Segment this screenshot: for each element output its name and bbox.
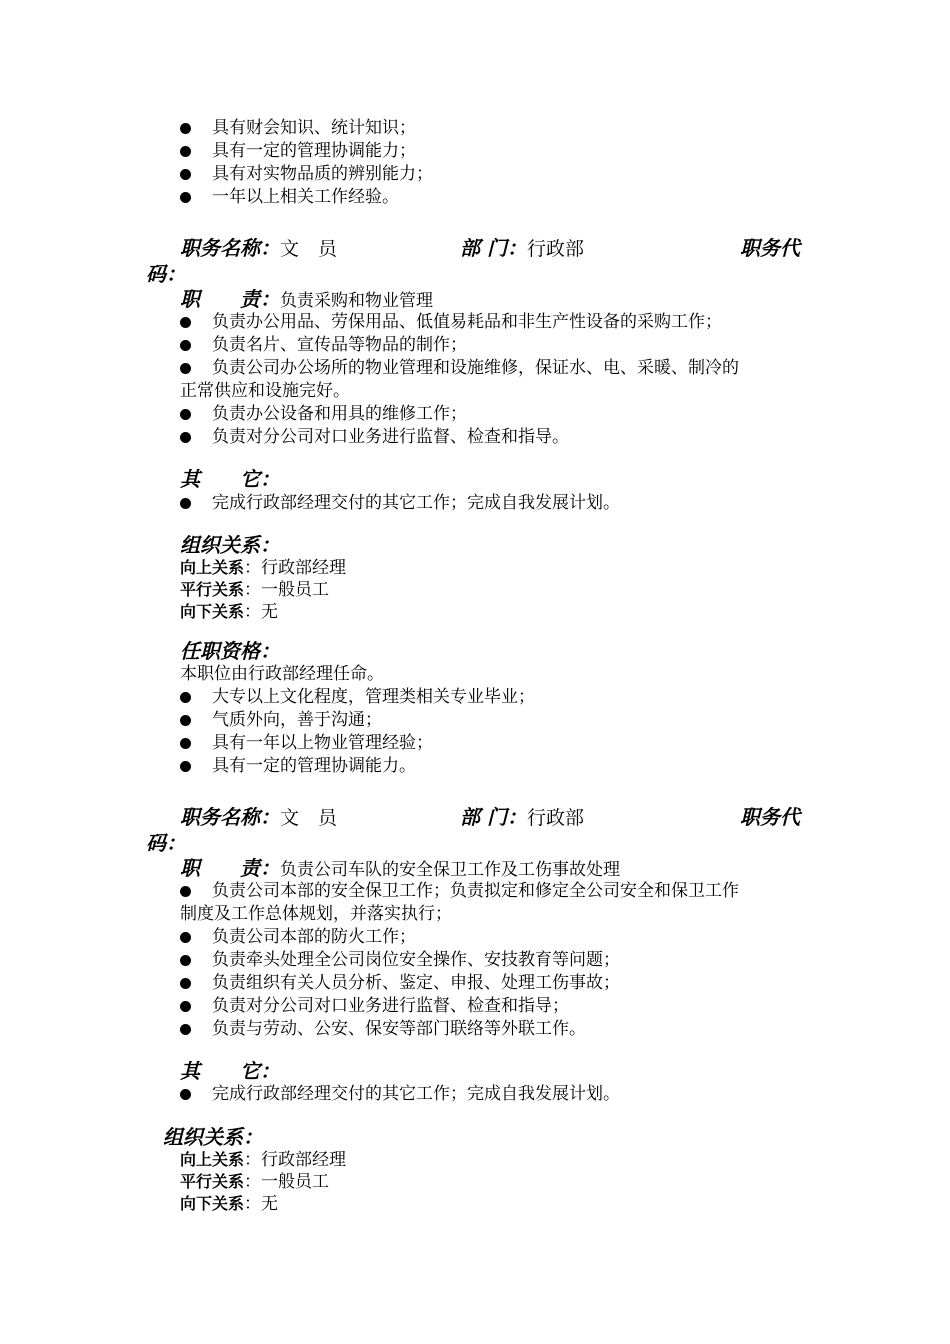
other-label: 其 它： (180, 467, 280, 491)
org-label: 组织关系： (180, 533, 280, 557)
org-row: 平行关系：一般员工 (180, 1172, 330, 1192)
job-title-label: 职务名称 (180, 236, 260, 260)
code-label: 职务代 (740, 805, 800, 829)
qual-intro: 本职位由行政部经理任命。 (180, 664, 384, 684)
other-label: 其 它： (180, 1059, 280, 1083)
bullet-icon (180, 978, 191, 989)
bullet-icon (180, 886, 191, 897)
duty-label: 职 责 (180, 856, 260, 880)
list-item-cont: 制度及工作总体规划，并落实执行； (180, 904, 452, 924)
bullet-icon (180, 409, 191, 420)
job-title-label: 职务名称 (180, 805, 260, 829)
job-title-value: 文 员 (280, 238, 338, 260)
org-row: 向上关系：行政部经理 (180, 558, 347, 578)
bullet-icon (180, 955, 191, 966)
bullet-icon (180, 715, 191, 726)
code-label: 职务代 (740, 236, 800, 260)
bullet-icon (180, 317, 191, 328)
bullet-icon (180, 123, 191, 134)
job-title-row: 职务名称：文 员 (180, 236, 338, 260)
org-row: 向下关系：无 (180, 602, 279, 622)
bullet-icon (180, 146, 191, 157)
bullet-icon (180, 432, 191, 443)
code-label-cont: 码： (146, 831, 186, 855)
duty-label: 职 责 (180, 287, 260, 311)
dept-value: 行政部 (526, 807, 584, 829)
bullet-icon (180, 932, 191, 943)
dept-label: 部 门 (460, 236, 507, 260)
bullet-icon (180, 192, 191, 203)
document-page: 具有财会知识、统计知识； 具有一定的管理协调能力； 具有对实物品质的辨别能力； 一年以上相关工作经验。 职务名称：文 员 部 门：行政部 职务代 码： 职 责：负责采购和物业管理 负责办公用品、劳保用品、低值易耗品和非生产性设备的采购工作； 负责名片、宣传品等物品的制作； 负责公司办公场所的物业管理和设施维修，保证水、电、采暖、制冷的 正常供应和设施完好。 负责办公设备和用具的维修工作； 负责对分公司对口业务进行监督、检查和指导。 其 它： 完成行政部经理交付的其它工作；完成自我发展计划。 组织关系： 向上关系：行政部经理 平行关系：一般员工 向下关系：无 任职资格： 本职位由行政部经理任命。 大专以上文化程度，管理类相关专业毕业； 气质外向，善于沟通； 具有一年以上物业管理经验； 具有一定的管理协调能力。 职务名称：文 员 部 门：行政部 职务代 码： 职 责：负责公司车队的安全保卫工作及工伤事故处理 负责公司本部的安全保卫工作；负责拟定和修定全公司安全和保卫工作 制度及工作总体规划，并落实执行； 负责公司本部的防火工作； 负责牵头处理全公司岗位安全操作、安技教育等问题； 负责组织有关人员分析、鉴定、申报、处理工伤事故； 负责对分公司对口业务进行监督、检查和指导； 负责与劳动、公安、保安等部门联络等外联工作。 其 它： 完成行政部经理交付的其它工作；完成自我发展计划。 组织关系： 向上关系：行政部经理 平行关系：一般员工 向下关系：无 (146, 118, 800, 1214)
bullet-icon (180, 169, 191, 180)
duty-row: 职 责：负责采购和物业管理 (180, 287, 433, 311)
bullet-icon (180, 340, 191, 351)
dept-row: 部 门：行政部 (460, 805, 584, 829)
job-title-value: 文 员 (280, 807, 338, 829)
duty-value: 负责采购和物业管理 (280, 291, 433, 311)
list-item-cont: 正常供应和设施完好。 (180, 381, 350, 401)
job-title-row: 职务名称：文 员 (180, 805, 338, 829)
bullet-icon (180, 498, 191, 509)
org-row: 向下关系：无 (180, 1194, 279, 1214)
bullet-icon (180, 761, 191, 772)
code-label-cont: 码： (146, 262, 186, 286)
org-label: 组织关系： (163, 1125, 263, 1149)
bullet-icon (180, 738, 191, 749)
org-row: 向上关系：行政部经理 (180, 1150, 347, 1170)
bullet-icon (180, 1024, 191, 1035)
dept-row: 部 门：行政部 (460, 236, 584, 260)
bullet-icon (180, 692, 191, 703)
dept-value: 行政部 (526, 238, 584, 260)
dept-label: 部 门 (460, 805, 507, 829)
duty-value: 负责公司车队的安全保卫工作及工伤事故处理 (280, 860, 620, 880)
org-row: 平行关系：一般员工 (180, 580, 330, 600)
duty-row: 职 责：负责公司车队的安全保卫工作及工伤事故处理 (180, 856, 620, 880)
bullet-icon (180, 1089, 191, 1100)
qual-label: 任职资格： (180, 639, 280, 663)
bullet-icon (180, 1001, 191, 1012)
bullet-icon (180, 363, 191, 374)
